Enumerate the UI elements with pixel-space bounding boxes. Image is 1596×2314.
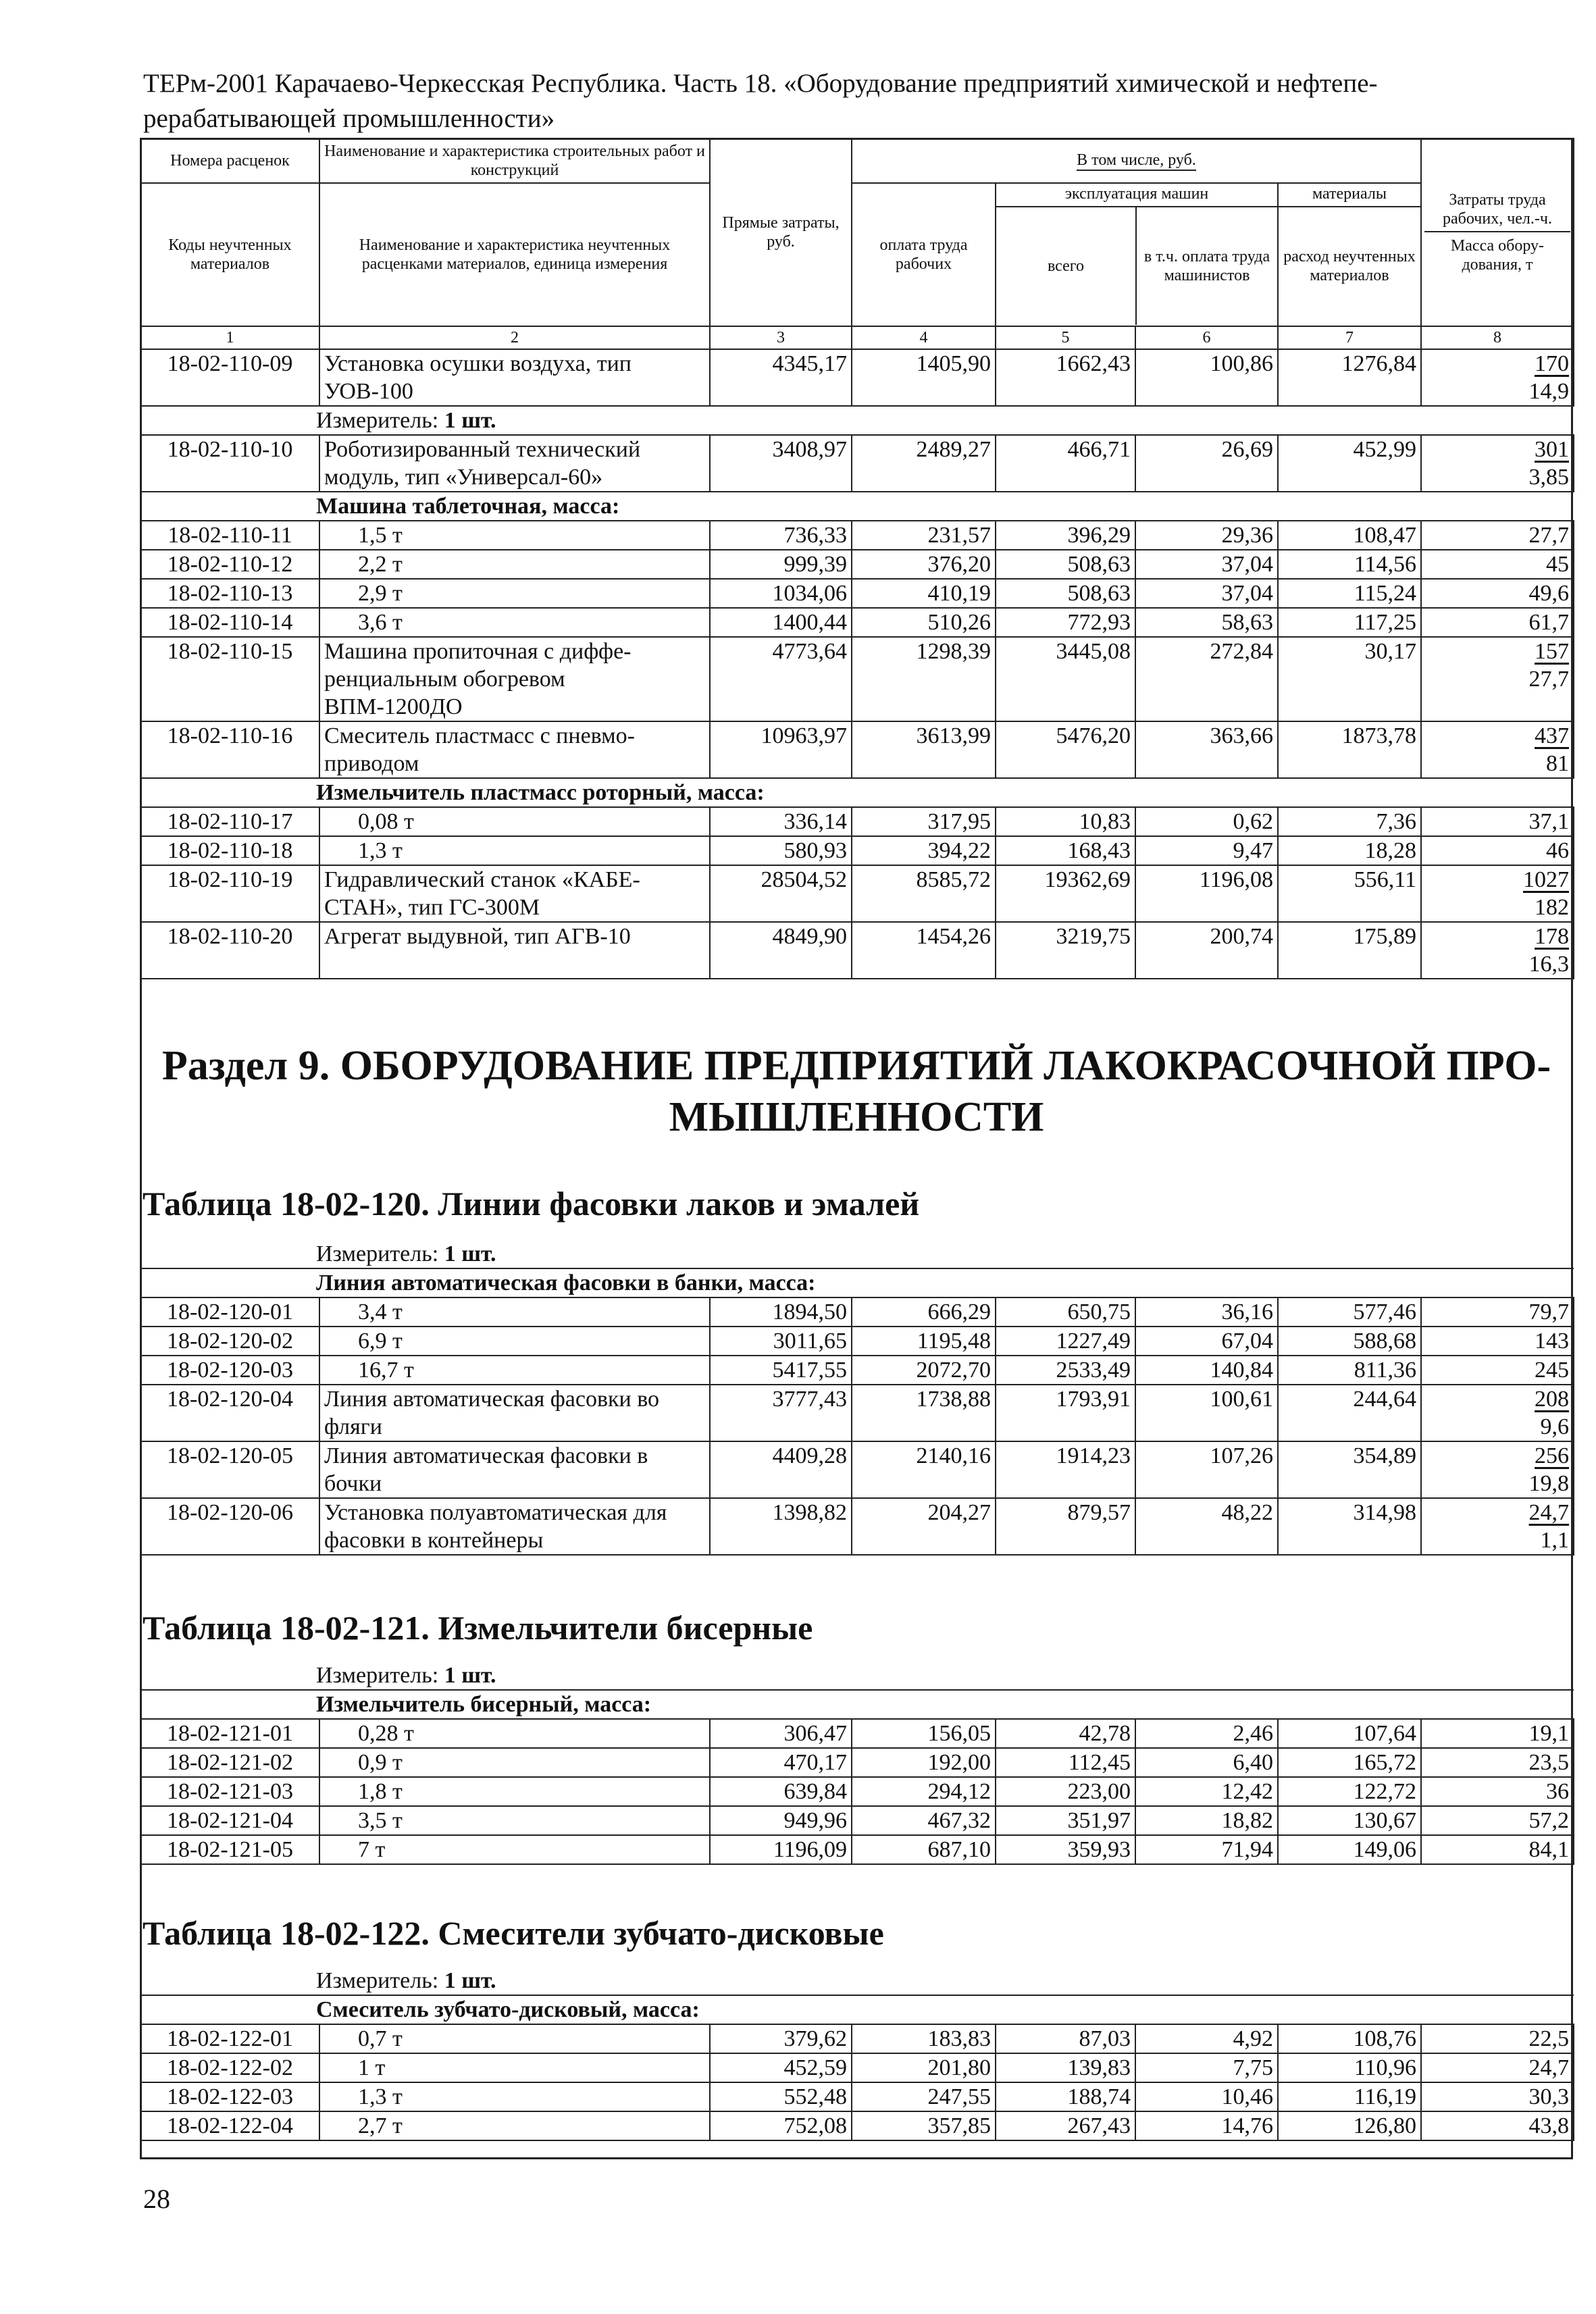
column-header-table <box>140 138 1574 350</box>
table-row: 18-02-122-02 1 т 452,59 201,80 139,83 7,75 110,96 24,7 <box>140 2053 1574 2082</box>
table-18-02-121 <box>140 1662 1574 1865</box>
section-title: Раздел 9. ОБОРУДОВАНИЕ ПРЕДПРИЯТИЙ ЛАКОКРАСОЧНОЙ ПРО- МЫШЛЕННОСТИ <box>161 1043 1551 1140</box>
table-row: 18-02-110-14 3,6 т 1400,44 510,26 772,93 58,63 117,25 61,7 <box>140 608 1574 637</box>
group-row: Измельчитель пластмасс роторный, масса: <box>140 778 1574 807</box>
page-header <box>143 66 1494 136</box>
table-row: 18-02-122-01 0,7 т 379,62 183,83 87,03 4,92 108,76 22,5 <box>140 2024 1574 2053</box>
head-nomera: Номера расценок <box>140 138 319 183</box>
table-row: 18-02-122-03 1,3 т 552,48 247,55 188,74 10,46 116,19 30,3 <box>140 2082 1574 2111</box>
table-row: 18-02-110-17 0,08 т 336,14 317,95 10,83 0,62 7,36 37,1 <box>140 807 1574 836</box>
col-num-2: 2 <box>319 326 710 349</box>
head-oplata: оплата труда рабочих <box>852 183 996 326</box>
table-row: 18-02-110-19 Гидравлический станок «КАБЕ-СТАН», тип ГС-300М 28504,52 8585,72 19362,69 1196,08 556,11 1027 182 <box>140 865 1574 922</box>
header-line-2: рерабатывающей промышленности» <box>143 104 555 133</box>
head-v-tom-chisle: В том числе, руб. <box>852 138 1421 183</box>
group-row: Смеситель зубчато-дисковый, масса: <box>140 1995 1574 2024</box>
table-row: 18-02-110-10 Роботизированный технический модуль, тип «Универсал-60» 3408,97 2489,27 466,71 26,69 452,99 301 3,85 <box>140 435 1574 492</box>
table-row: 18-02-120-05 Линия автоматическая фасовки в бочки 4409,28 2140,16 1914,23 107,26 354,89 256 19,8 <box>140 1441 1574 1498</box>
table-row: 18-02-110-15 Машина пропиточная с диффе-ренциальным обогревом ВПМ-1200ДО 4773,64 1298,39 3445,08 272,84 30,17 157 27,7 <box>140 637 1574 721</box>
table-18-02-110 <box>140 349 1574 979</box>
table-caption-120: Таблица 18-02-120. Линии фасовки лаков и эмалей <box>143 1185 920 1223</box>
table-18-02-122 <box>140 1967 1574 2141</box>
measure-row: Измеритель: 1 шт. <box>140 1967 1574 1995</box>
head-kody: Коды неучтенных материалов <box>140 183 319 326</box>
head-naim-1: Наименование и характеристика строительных работ и конструкций <box>319 138 710 183</box>
table-caption-121: Таблица 18-02-121. Измельчители бисерные <box>143 1609 813 1647</box>
table-18-02-120 <box>140 1240 1574 1555</box>
table-row: 18-02-121-05 7 т 1196,09 687,10 359,93 71,94 149,06 84,1 <box>140 1835 1574 1864</box>
table-row: 18-02-120-06 Установка полуавтоматическая для фасовки в контейнеры 1398,82 204,27 879,57 48,22 314,98 24,7 1,1 <box>140 1498 1574 1555</box>
head-pryamye: Прямые затраты, руб. <box>710 138 852 326</box>
group-row: Линия автоматическая фасовки в банки, масса: <box>140 1268 1574 1297</box>
table-row: 18-02-110-16 Смеситель пластмасс с пневмо-приводом 10963,97 3613,99 5476,20 363,66 1873,78 437 81 <box>140 721 1574 778</box>
measure-row: Измеритель: 1 шт. <box>140 406 1574 435</box>
measure-row: Измеритель: 1 шт. <box>140 1662 1574 1690</box>
table-row: 18-02-110-09 Установка осушки воздуха, тип УОВ-100 4345,17 1405,90 1662,43 100,86 1276,84 170 14,9 <box>140 349 1574 406</box>
table-row: 18-02-120-01 3,4 т 1894,50 666,29 650,75 36,16 577,46 79,7 <box>140 1297 1574 1327</box>
table-row: 18-02-110-12 2,2 т 999,39 376,20 508,63 37,04 114,56 45 <box>140 550 1574 579</box>
col-num-7: 7 <box>1278 326 1421 349</box>
group-row: Измельчитель бисерный, масса: <box>140 1690 1574 1719</box>
group-row: Машина таблеточная, масса: <box>140 492 1574 521</box>
table-row: 18-02-121-01 0,28 т 306,47 156,05 42,78 2,46 107,64 19,1 <box>140 1719 1574 1748</box>
table-row: 18-02-121-02 0,9 т 470,17 192,00 112,45 6,40 165,72 23,5 <box>140 1748 1574 1777</box>
head-materialy-group: материалы расход неучтенных материалов <box>1278 183 1421 326</box>
table-row: 18-02-121-04 3,5 т 949,96 467,32 351,97 18,82 130,67 57,2 <box>140 1806 1574 1835</box>
header-line-1: ТЕРм-2001 Карачаево-Черкесская Республика. Часть 18. «Оборудование предприятий химической и нефтепе- <box>143 69 1378 98</box>
page-number: 28 <box>143 2184 170 2214</box>
col-num-1: 1 <box>140 326 319 349</box>
table-row: 18-02-110-13 2,9 т 1034,06 410,19 508,63 37,04 115,24 49,6 <box>140 579 1574 608</box>
table-row: 18-02-110-18 1,3 т 580,93 394,22 168,43 9,47 18,28 46 <box>140 836 1574 865</box>
head-naim-2: Наименование и характеристика неучтенных расценками материалов, единица измерения <box>319 183 710 326</box>
head-zatraty-massa: Затраты труда рабочих, чел.-ч. Масса обору-дования, т <box>1421 138 1574 326</box>
table-row: 18-02-110-11 1,5 т 736,33 231,57 396,29 29,36 108,47 27,7 <box>140 521 1574 550</box>
col-num-6: 6 <box>1135 326 1278 349</box>
table-row: 18-02-110-20 Агрегат выдувной, тип АГВ-10 4849,90 1454,26 3219,75 200,74 175,89 178 16,3 <box>140 922 1574 979</box>
table-row: 18-02-122-04 2,7 т 752,08 357,85 267,43 14,76 126,80 43,8 <box>140 2111 1574 2140</box>
table-row: 18-02-120-04 Линия автоматическая фасовки во фляги 3777,43 1738,88 1793,91 100,61 244,64 208 9,6 <box>140 1385 1574 1441</box>
col-num-3: 3 <box>710 326 852 349</box>
table-row: 18-02-120-02 6,9 т 3011,65 1195,48 1227,49 67,04 588,68 143 <box>140 1327 1574 1356</box>
col-num-8: 8 <box>1421 326 1574 349</box>
head-ekspluataciya-group: эксплуатация машин всего в т.ч. оплата труда машинистов <box>996 183 1278 326</box>
measure-row: Измеритель: 1 шт. <box>140 1240 1574 1268</box>
table-row: 18-02-120-03 16,7 т 5417,55 2072,70 2533,49 140,84 811,36 245 <box>140 1356 1574 1385</box>
col-num-4: 4 <box>852 326 996 349</box>
table-row: 18-02-121-03 1,8 т 639,84 294,12 223,00 12,42 122,72 36 <box>140 1777 1574 1806</box>
table-caption-122: Таблица 18-02-122. Смесители зубчато-дисковые <box>143 1914 884 1952</box>
col-num-5: 5 <box>996 326 1135 349</box>
